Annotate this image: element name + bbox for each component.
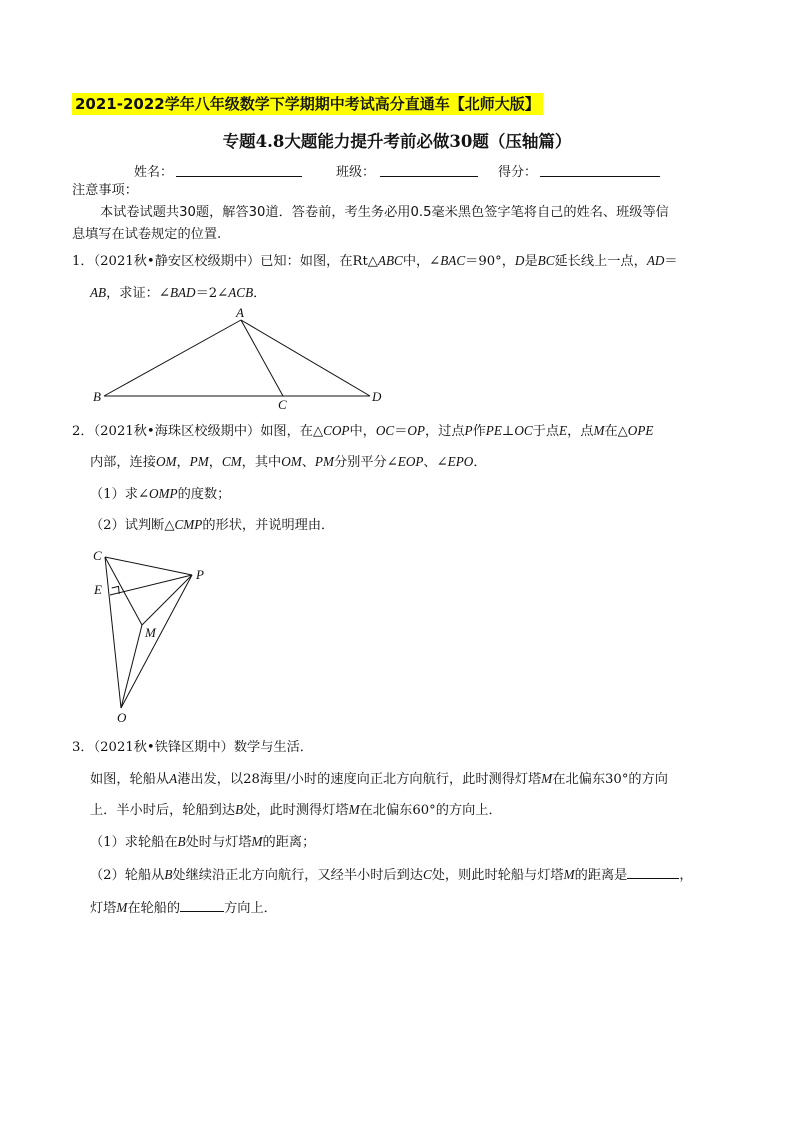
direction-answer-blank[interactable] [180, 897, 224, 912]
segment-cm [105, 557, 142, 625]
segment-po [121, 575, 192, 708]
question-1-line-1: 1．（2021秋•静安区校级期中）已知：如图，在Rt△ABC中，∠BAC＝90°，D是BC延长线上一点，AD＝ [72, 253, 678, 269]
label-o: O [117, 710, 127, 725]
label-p: P [196, 567, 204, 582]
question-2-line-2: 内部，连接OM，PM，CM，其中OM、PM分别平分∠EOP、∠EPO． [90, 454, 487, 470]
question-3-para-2: 上．半小时后，轮船到达B处，此时测得灯塔M在北偏东60°的方向上． [90, 802, 502, 818]
notice-line-1: 本试卷试题共30题，解答30道．答卷前，考生务必用0.5毫米黑色签字笔将自己的姓名、班级等信 [100, 205, 669, 220]
segment-pm [142, 575, 192, 625]
question-3-part-2-cont: 灯塔M在轮船的 方向上． [90, 897, 277, 919]
question-2-part-2: （2）试判断△CMP的形状，并说明理由． [90, 517, 335, 533]
question-3-part-1: （1）求轮船在B处时与灯塔M的距离； [90, 834, 316, 850]
question-1-line-2: AB，求证：∠BAD＝2∠ACB． [90, 285, 267, 301]
label-d: D [372, 389, 382, 404]
name-label: 姓名： [134, 165, 174, 180]
label-m: M [145, 625, 156, 640]
segment-cp [105, 557, 192, 575]
segment-pe [110, 575, 192, 595]
segment-co [105, 557, 121, 708]
label-c: C [278, 397, 287, 412]
label-a: A [236, 305, 244, 320]
notice-line-2: 息填写在试卷规定的位置. [72, 227, 222, 242]
label-e: E [94, 582, 102, 597]
notice-heading: 注意事项： [72, 183, 138, 198]
question-3-line-1: 3．（2021秋•铁锋区期中）数学与生活． [72, 740, 313, 755]
question-2-line-1: 2．（2021秋•海珠区校级期中）如图，在△COP中，OC＝OP，过点P作PE⊥OC于点E，点M在△OPE [72, 423, 654, 439]
page-title: 专题4.8大题能力提升考前必做30题（压轴篇） [222, 132, 572, 151]
series-banner: 2021-2022学年八年级数学下学期期中考试高分直通车【北师大版】 [72, 93, 543, 115]
class-label: 班级： [336, 165, 376, 180]
segment-om [121, 625, 142, 708]
question-2-part-1: （1）求∠OMP的度数； [90, 486, 231, 502]
score-label: 得分： [498, 165, 538, 180]
label-c2: C [93, 548, 102, 563]
distance-answer-blank[interactable] [627, 864, 679, 879]
question-3-para-1: 如图，轮船从A港出发，以28海里/小时的速度向正北方向航行，此时测得灯塔M在北偏东30°的方向 [90, 771, 668, 787]
question-3-part-2: （2）轮船从B处继续沿正北方向航行，又经半小时后到达C处，则此时轮船与灯塔M的距离是 ， [90, 864, 693, 886]
label-b: B [93, 389, 101, 404]
